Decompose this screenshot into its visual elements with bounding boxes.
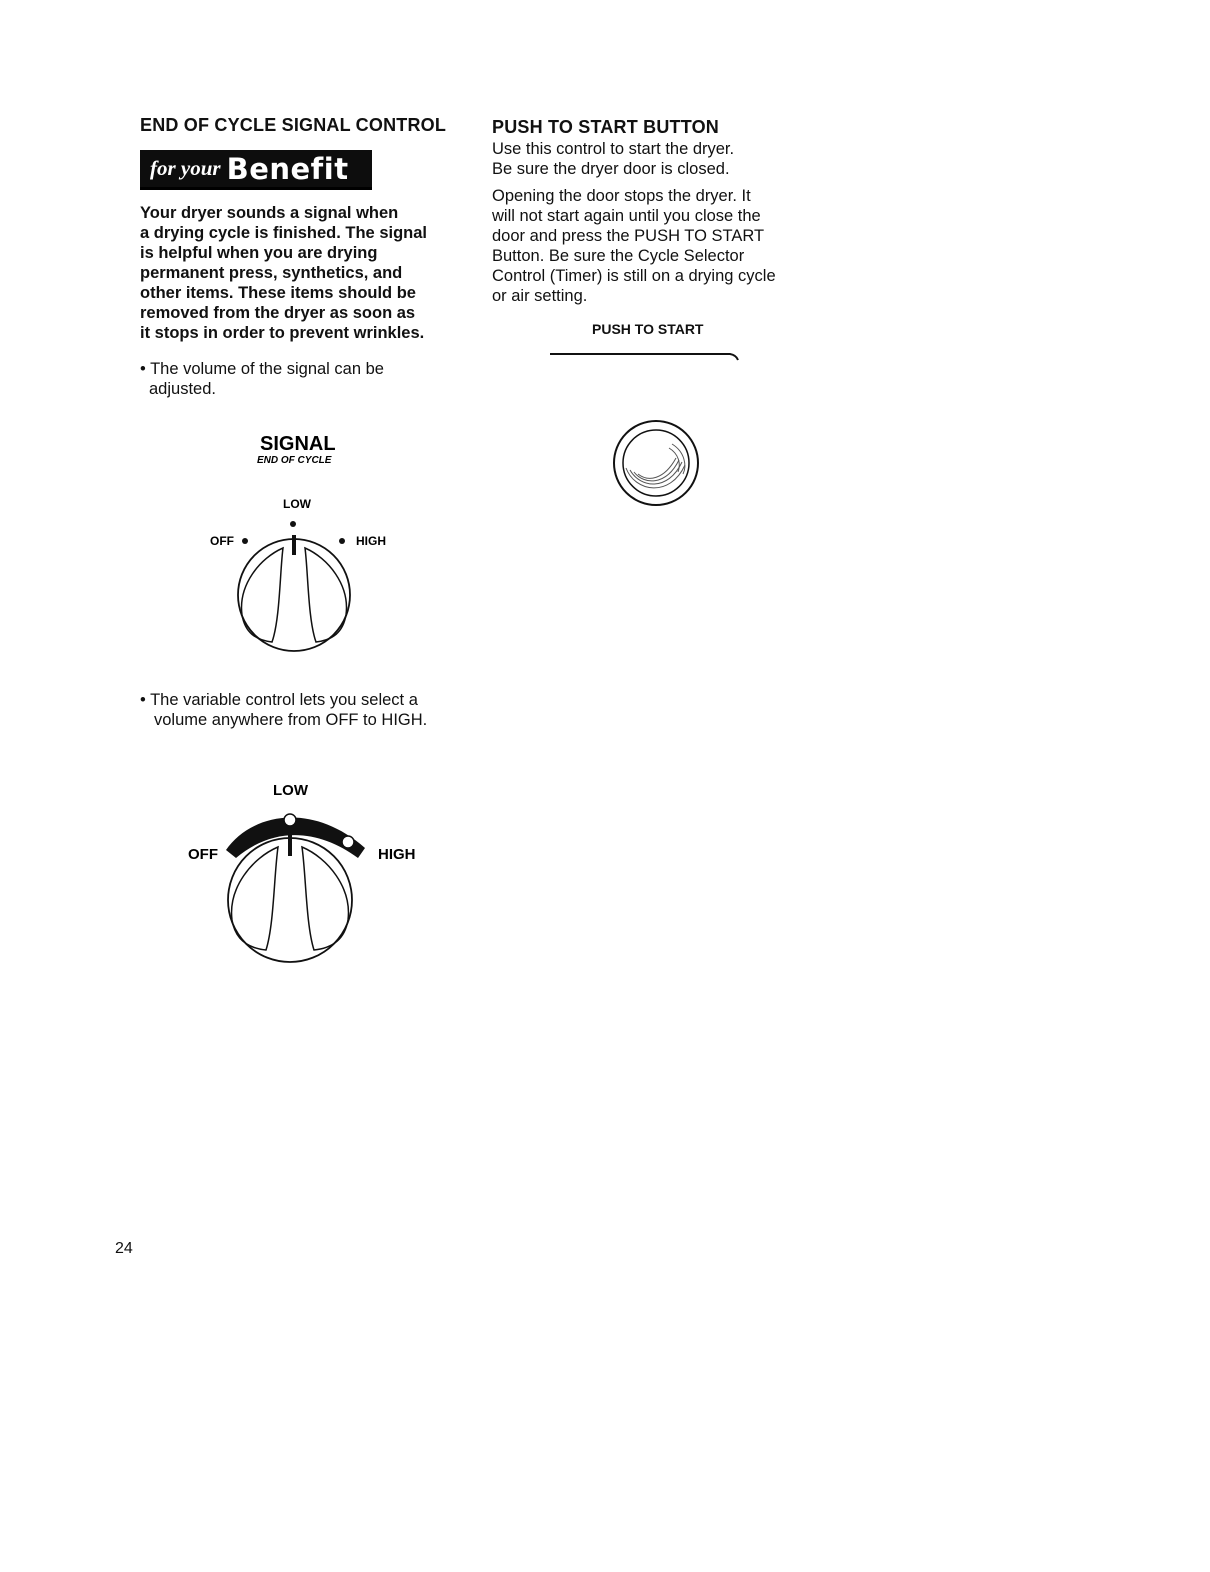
page-number: 24	[115, 1240, 133, 1257]
dial2-off-label: OFF	[188, 846, 218, 863]
para-line: Use this control to start the dryer.	[492, 140, 735, 158]
benefit-line: it stops in order to prevent wrinkles.	[140, 324, 425, 342]
benefit-line: removed from the dryer as soon as	[140, 304, 416, 322]
benefit-line: Your dryer sounds a signal when	[140, 204, 399, 222]
dial-high-label: HIGH	[356, 534, 386, 548]
para-line: or air setting.	[492, 287, 588, 305]
signal-dial-diagram	[190, 420, 410, 660]
label-underline	[550, 354, 738, 360]
para-line: Button. Be sure the Cycle Selector	[492, 247, 745, 265]
bullet-mark: •	[140, 691, 146, 709]
low-marker	[284, 814, 296, 826]
banner-big-text: Benefit	[226, 151, 349, 186]
off-dot	[242, 538, 248, 544]
bullet-line: volume anywhere from OFF to HIGH.	[154, 711, 428, 729]
high-dot	[339, 538, 345, 544]
low-dot	[290, 521, 296, 527]
para-line: Opening the door stops the dryer. It	[492, 187, 751, 205]
para-line: Control (Timer) is still on a drying cycle	[492, 267, 776, 285]
bullet-line: The volume of the signal can be	[150, 360, 384, 378]
dial-off-label: OFF	[210, 534, 234, 548]
bullet-mark: •	[140, 360, 146, 378]
para-line: will not start again until you close the	[492, 207, 761, 225]
benefit-line: permanent press, synthetics, and	[140, 264, 403, 282]
banner-script-text: for your	[150, 156, 221, 180]
dial-subtitle: END OF CYCLE	[257, 455, 332, 466]
push-start-para-1	[492, 139, 734, 179]
for-your-benefit-banner	[140, 150, 372, 190]
dial-low-label: LOW	[283, 497, 311, 511]
volume-knob-2[interactable]	[228, 832, 352, 962]
benefit-line: a drying cycle is finished. The signal	[140, 224, 428, 242]
bullet-variable-control	[140, 690, 427, 730]
benefit-paragraph	[140, 203, 470, 343]
para-line: Be sure the dryer door is closed.	[492, 160, 730, 178]
variable-volume-dial-diagram	[180, 770, 440, 970]
benefit-line: other items. These items should be	[140, 284, 416, 302]
bullet-line: The variable control lets you select a	[150, 691, 418, 709]
dial2-low-label: LOW	[273, 782, 308, 799]
bullet-volume-adjust	[140, 359, 384, 399]
section-heading-push-to-start: PUSH TO START BUTTON	[492, 117, 720, 137]
dial2-high-label: HIGH	[378, 846, 416, 863]
benefit-line: is helpful when you are drying	[140, 244, 378, 262]
push-to-start-button[interactable]	[614, 421, 698, 505]
push-start-para-2	[492, 186, 776, 306]
volume-knob[interactable]	[238, 535, 350, 651]
section-heading-signal: END OF CYCLE SIGNAL CONTROL	[140, 115, 447, 135]
push-to-start-diagram	[540, 340, 760, 520]
dial-title: SIGNAL	[260, 433, 336, 455]
high-marker	[342, 836, 354, 848]
para-line: door and press the PUSH TO START	[492, 227, 765, 245]
bullet-line: adjusted.	[149, 380, 216, 398]
push-to-start-label: PUSH TO START	[592, 321, 704, 337]
